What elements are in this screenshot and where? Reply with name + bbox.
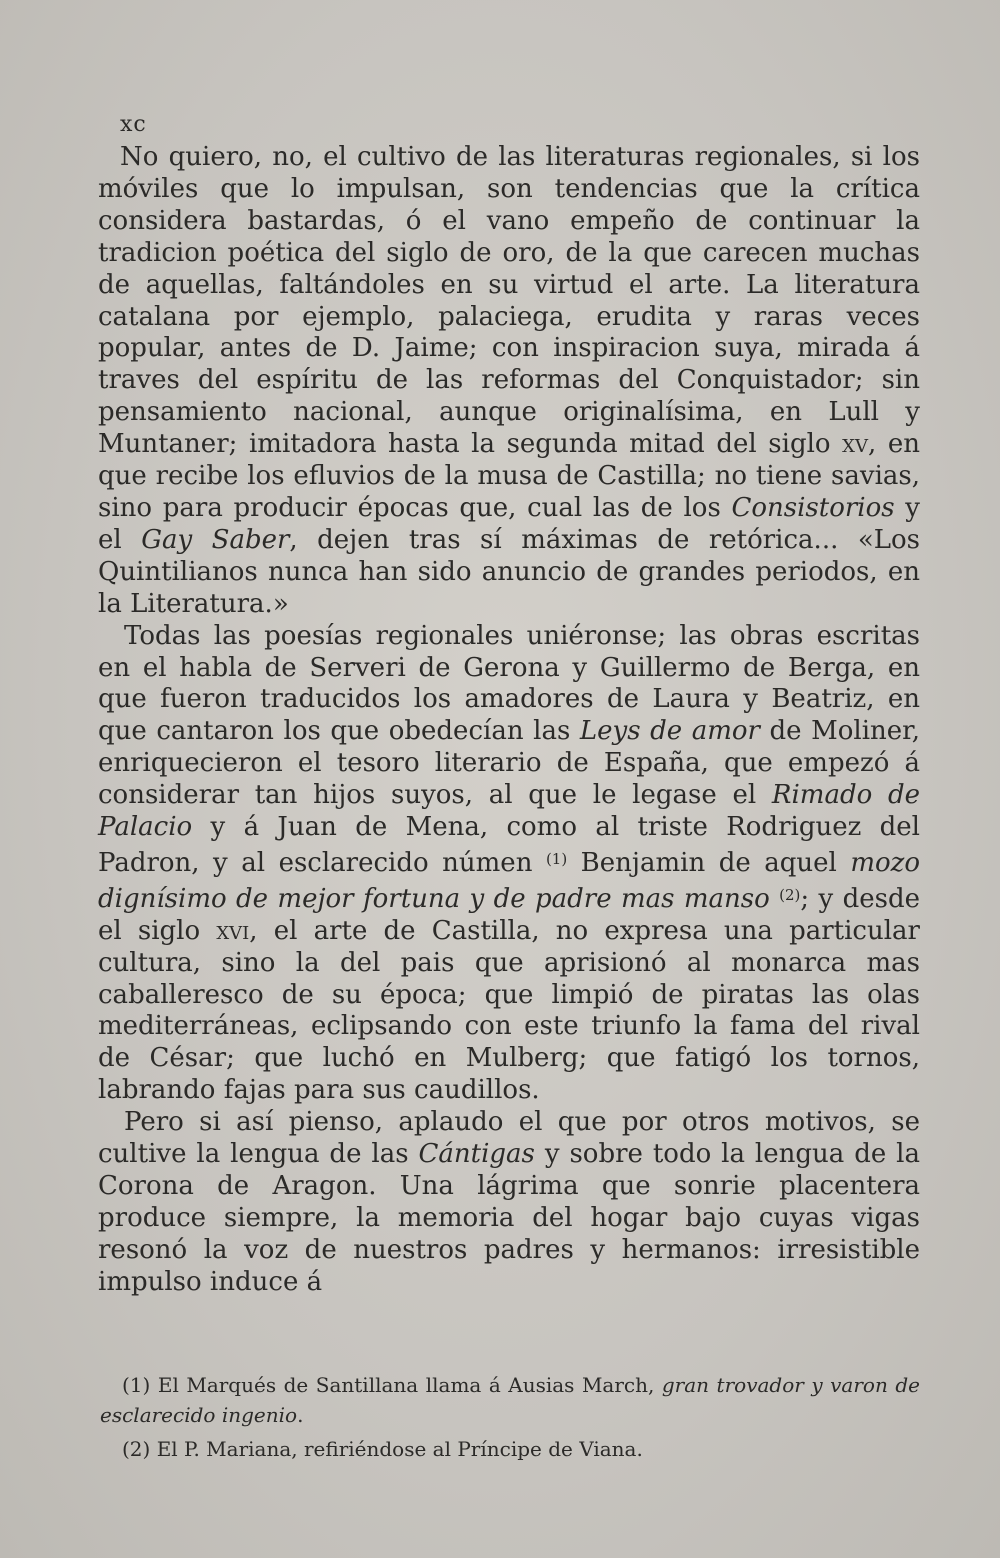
italic-title: Cántigas: [418, 1139, 535, 1170]
text-run: , en que recibe los efluvios de la musa de Castilla; no tiene savias, sino para producir épocas que, cual las de los: [98, 429, 920, 523]
footnote: [100, 1370, 920, 1430]
paragraph: [98, 1107, 920, 1298]
roman-numeral: xv: [842, 429, 868, 460]
text-run: , el arte de Castilla, no expresa una particular cultura, sino la del pais que aprisionó al monarca mas caballeresco de su época; que limpió de piratas las olas mediterráneas, eclipsando con este triunfo la fama del rival de César; que luchó en Mulberg; que fatigó los tornos, labrando fajas para sus caudillos.: [98, 915, 920, 1106]
text-run: (1) El Marqués de Santillana llama á Ausias March,: [122, 1373, 662, 1397]
main-text: [98, 142, 920, 1299]
text-run: (2) El P. Mariana, refiriéndose al Príncipe de Viana.: [122, 1437, 643, 1461]
italic-title: Leys de amor: [579, 716, 760, 747]
italic-title: Consistorios: [731, 492, 895, 523]
italic-title: Gay Saber: [141, 524, 290, 555]
text-run: No quiero, no, el cultivo de las literaturas regionales, si los móviles que lo impulsan, son tendencias que la crítica considera bastardas, ó el vano empeño de continuar la tradicion poética del siglo de oro, de la que carecen muchas de aquellas, faltándoles en su virtud el arte. La literatura catalana por ejemplo, palaciega, erudita y raras veces popular, antes de D. Jaime; con inspiracion suya, mirada á traves del espíritu de las reformas del Conquistador; sin pensamiento nacional, aunque originalísima, en Lull y Muntaner; imitadora hasta la segunda mitad del siglo: [98, 142, 920, 460]
paragraph: [98, 621, 920, 1108]
footnotes: [100, 1370, 920, 1464]
italic-title: gran trovador y varon de esclarecido ingenio: [100, 1373, 920, 1427]
text-run: Benjamin de aquel: [567, 847, 851, 878]
italic-title: mozo dignísimo de mejor fortuna y de padre mas manso: [98, 847, 920, 914]
italic-title: Rimado de Palacio: [98, 780, 920, 843]
roman-numeral: xvi: [216, 915, 250, 946]
text-run: y á Juan de Mena, como al triste Rodriguez del Padron, y al esclarecido númen: [98, 812, 920, 878]
footnote-marker: (1): [545, 849, 568, 868]
page-number: xc: [120, 112, 147, 137]
paragraph: [98, 142, 920, 621]
text-run: ; y desde el siglo: [98, 883, 921, 946]
text-run: Pero si así pienso, aplaudo el que por otros motivos, se cultive la lengua de las: [98, 1107, 920, 1170]
text-run: , dejen tras sí máximas de retórica... «Los Quintilianos nunca han sido anuncio de grandes periodos, en la Literatura.»: [98, 524, 920, 619]
text-run: y el: [98, 492, 920, 555]
text-run: de Moliner, enriquecieron el tesoro literario de España, que empezó á considerar tan hijos suyos, al que le legase el: [98, 716, 920, 811]
footnote: [100, 1434, 920, 1464]
footnote-marker: (2): [779, 885, 801, 904]
text-run: Todas las poesías regionales uniéronse; las obras escritas en el habla de Serveri de Gerona y Guillermo de Berga, en que fueron traducidos los amadores de Laura y Beatriz, en que cantaron los que obedecían las: [98, 620, 920, 747]
text-run: y sobre todo la lengua de la Corona de Aragon. Una lágrima que sonrie placentera produce siempre, la memoria del hogar bajo cuyas vigas resonó la voz de nuestros padres y hermanos: irresistible impulso induce á: [98, 1139, 920, 1297]
text-run: [770, 884, 779, 914]
text-run: .: [297, 1403, 304, 1427]
